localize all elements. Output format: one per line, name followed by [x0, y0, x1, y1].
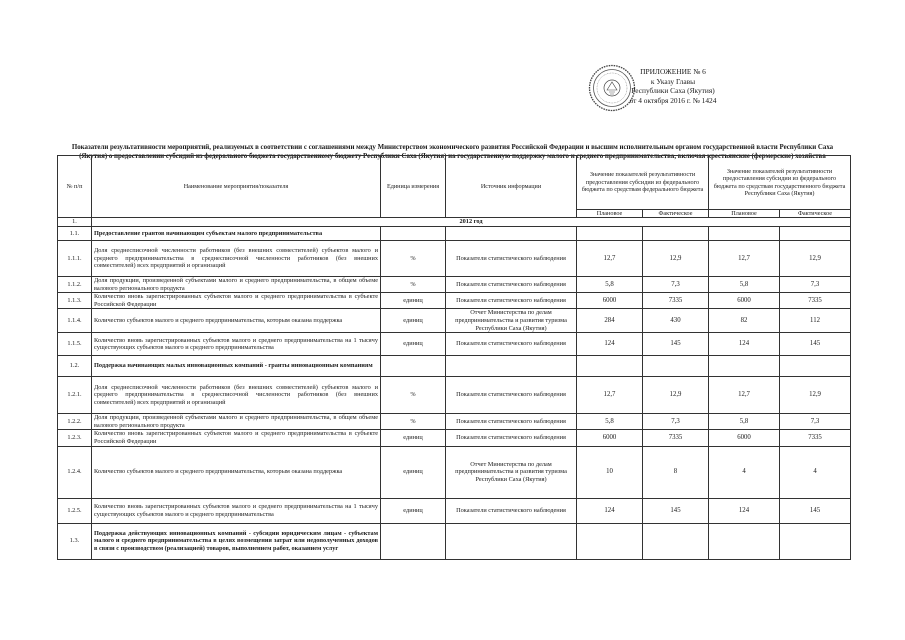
unit-cell: единиц	[381, 333, 446, 356]
value-actual-regional: 12,9	[780, 377, 851, 414]
section-row	[58, 227, 851, 241]
value-planned-federal: 5,8	[577, 277, 643, 293]
table-row	[58, 309, 851, 333]
value-actual-federal: 12,9	[643, 377, 709, 414]
empty-cell	[446, 523, 577, 559]
table-row	[58, 414, 851, 430]
header-federal: Значение показателей результативности предоставления субсидии из федерального бюджета по средствам федерального бюджета	[577, 156, 709, 210]
value-planned-regional: 12,7	[709, 377, 780, 414]
indicator-name: Количество вновь зарегистрированных субъектов малого и среднего предпринимательства на 1 тысячу существующих субъектов малого и среднего предпринимательства	[92, 498, 381, 523]
empty-cell	[780, 523, 851, 559]
value-actual-regional: 7335	[780, 293, 851, 309]
value-actual-regional: 145	[780, 498, 851, 523]
value-actual-federal: 7,3	[643, 277, 709, 293]
empty-cell	[577, 356, 643, 377]
indicator-name: Доля среднесписочной численности работников (без внешних совместителей) субъектов малого и среднего предпринимательства в среднесписочной численности работников (без внешних совместителей) всех предприятий и организаций	[92, 241, 381, 277]
appendix-block	[622, 67, 724, 105]
row-number: 1.1.4.	[58, 309, 92, 333]
table-row	[58, 241, 851, 277]
appendix-line: Республики Саха (Якутия)	[631, 86, 715, 96]
row-number: 1.1.1.	[58, 241, 92, 277]
value-planned-federal: 5,8	[577, 414, 643, 430]
table-row	[58, 333, 851, 356]
table-row	[58, 377, 851, 414]
header-unit: Единица измерения	[381, 156, 446, 218]
value-planned-regional: 124	[709, 333, 780, 356]
value-planned-federal: 12,7	[577, 241, 643, 277]
row-number: 1.2.	[58, 356, 92, 377]
value-actual-regional: 7335	[780, 430, 851, 446]
source-cell: Показатели статистического наблюдения	[446, 277, 577, 293]
indicator-name: Доля продукции, произведенной субъектами малого и среднего предпринимательства, в общем объеме валового регионального продукта	[92, 414, 381, 430]
row-number: 1.2.3.	[58, 430, 92, 446]
unit-cell: единиц	[381, 446, 446, 498]
source-cell: Показатели статистического наблюдения	[446, 241, 577, 277]
value-planned-regional: 12,7	[709, 241, 780, 277]
year-label: 2012 год	[92, 218, 851, 227]
unit-cell: единиц	[381, 430, 446, 446]
row-number: 1.3.	[58, 523, 92, 559]
row-number: 1.2.2.	[58, 414, 92, 430]
year-num: 1.	[58, 218, 92, 227]
indicator-name: Доля среднесписочной численности работников (без внешних совместителей) субъектов малого и среднего предпринимательства в среднесписочной численности работников (без внешних совместителей) всех предприятий и организаций	[92, 377, 381, 414]
table-row	[58, 277, 851, 293]
unit-cell: %	[381, 414, 446, 430]
value-planned-regional: 5,8	[709, 277, 780, 293]
value-planned-regional: 6000	[709, 430, 780, 446]
unit-cell: %	[381, 241, 446, 277]
value-actual-regional: 112	[780, 309, 851, 333]
row-number: 1.2.4.	[58, 446, 92, 498]
empty-cell	[446, 356, 577, 377]
value-planned-regional: 5,8	[709, 414, 780, 430]
indicators-table	[57, 155, 851, 560]
value-actual-regional: 7,3	[780, 414, 851, 430]
document-title: Показатели результативности мероприятий, реализуемых в соответствии с соглашениями между Министерством экономического развития Российской Федерации и высшим исполнительным органом государственной власти Республики Саха (Якутия) о предоставлении субсидий из федерального бюджета государственному бюджету Республики Саха (Якутия) на государственную поддержку малого и среднего предпринимательства, включая крестьянские (фермерские) хозяйства	[71, 144, 834, 160]
empty-cell	[780, 356, 851, 377]
empty-cell	[381, 523, 446, 559]
header-actual: Фактическое	[780, 210, 851, 218]
value-actual-federal: 7,3	[643, 414, 709, 430]
unit-cell: %	[381, 277, 446, 293]
year-row	[58, 218, 851, 227]
value-actual-regional: 145	[780, 333, 851, 356]
empty-cell	[577, 523, 643, 559]
indicator-name: Количество субъектов малого и среднего предпринимательства, которым оказана поддержка	[92, 446, 381, 498]
source-cell: Отчет Министерства по делам предпринимательства и развития туризма Республики Саха (Якутия)	[446, 446, 577, 498]
table-row	[58, 498, 851, 523]
value-actual-federal: 145	[643, 498, 709, 523]
section-title: Поддержка действующих инновационных компаний - субсидии юридическим лицам - субъектам малого и среднего предпринимательства в целях возмещения затрат или недополученных доходов в связи с производством (реализацией) товаров, выполнением работ, оказанием услуг	[92, 523, 381, 559]
unit-cell: единиц	[381, 309, 446, 333]
value-actual-federal: 7335	[643, 430, 709, 446]
source-cell: Показатели статистического наблюдения	[446, 333, 577, 356]
value-actual-federal: 12,9	[643, 241, 709, 277]
value-actual-regional: 7,3	[780, 277, 851, 293]
empty-cell	[381, 356, 446, 377]
unit-cell: %	[381, 377, 446, 414]
section-row	[58, 356, 851, 377]
empty-cell	[446, 227, 577, 241]
value-planned-federal: 124	[577, 498, 643, 523]
table-row	[58, 293, 851, 309]
indicator-name: Количество вновь зарегистрированных субъектов малого и среднего предпринимательства в субъекте Российской Федерации	[92, 430, 381, 446]
value-planned-regional: 4	[709, 446, 780, 498]
header-num: № п/п	[58, 156, 92, 218]
value-planned-regional: 6000	[709, 293, 780, 309]
value-planned-regional: 124	[709, 498, 780, 523]
indicator-name: Количество субъектов малого и среднего предпринимательства, которым оказана поддержка	[92, 309, 381, 333]
value-actual-regional: 4	[780, 446, 851, 498]
value-planned-federal: 10	[577, 446, 643, 498]
empty-cell	[709, 356, 780, 377]
row-number: 1.1.2.	[58, 277, 92, 293]
appendix-line: от 4 октября 2016 г. № 1424	[629, 95, 717, 105]
indicator-name: Количество вновь зарегистрированных субъектов малого и среднего предпринимательства в субъекте Российской Федерации	[92, 293, 381, 309]
appendix-line: к Указу Главы	[650, 76, 696, 86]
header-regional: Значение показателей результативности предоставления субсидии из федерального бюджета по средствам государственного бюджета Республики Саха (Якутия)	[709, 156, 851, 210]
header-actual: Фактическое	[643, 210, 709, 218]
value-planned-federal: 124	[577, 333, 643, 356]
unit-cell: единиц	[381, 498, 446, 523]
source-cell: Показатели статистического наблюдения	[446, 430, 577, 446]
source-cell: Показатели статистического наблюдения	[446, 498, 577, 523]
row-number: 1.1.5.	[58, 333, 92, 356]
empty-cell	[381, 227, 446, 241]
row-number: 1.1.	[58, 227, 92, 241]
header-planned: Плановое	[709, 210, 780, 218]
value-planned-federal: 284	[577, 309, 643, 333]
source-cell: Отчет Министерства по делам предпринимательства и развития туризма Республики Саха (Якутия)	[446, 309, 577, 333]
value-actual-federal: 8	[643, 446, 709, 498]
row-number: 1.1.3.	[58, 293, 92, 309]
value-planned-federal: 6000	[577, 293, 643, 309]
source-cell: Показатели статистического наблюдения	[446, 293, 577, 309]
header-name: Наименование мероприятия/показателя	[92, 156, 381, 218]
value-actual-federal: 7335	[643, 293, 709, 309]
empty-cell	[709, 523, 780, 559]
indicator-name: Количество вновь зарегистрированных субъектов малого и среднего предпринимательства на 1 тысячу существующих субъектов малого и среднего предпринимательства	[92, 333, 381, 356]
unit-cell: единиц	[381, 293, 446, 309]
table-row	[58, 430, 851, 446]
header-planned: Плановое	[577, 210, 643, 218]
appendix-line: ПРИЛОЖЕНИЕ № 6	[640, 67, 706, 76]
empty-cell	[780, 227, 851, 241]
empty-cell	[643, 356, 709, 377]
section-title: Поддержка начинающих малых инновационных компаний - гранты инновационным компаниям	[92, 356, 381, 377]
header-source: Источник информации	[446, 156, 577, 218]
row-number: 1.2.5.	[58, 498, 92, 523]
empty-cell	[709, 227, 780, 241]
value-planned-regional: 82	[709, 309, 780, 333]
empty-cell	[643, 227, 709, 241]
section-title: Предоставление грантов начинающим субъектам малого предпринимательства	[92, 227, 381, 241]
indicator-name: Доля продукции, произведенной субъектами малого и среднего предпринимательства, в общем объеме валового регионального продукта	[92, 277, 381, 293]
value-planned-federal: 6000	[577, 430, 643, 446]
value-planned-federal: 12,7	[577, 377, 643, 414]
value-actual-regional: 12,9	[780, 241, 851, 277]
row-number: 1.2.1.	[58, 377, 92, 414]
empty-cell	[643, 523, 709, 559]
empty-cell	[577, 227, 643, 241]
value-actual-federal: 430	[643, 309, 709, 333]
table-row	[58, 446, 851, 498]
value-actual-federal: 145	[643, 333, 709, 356]
section-row	[58, 523, 851, 559]
source-cell: Показатели статистического наблюдения	[446, 377, 577, 414]
source-cell: Показатели статистического наблюдения	[446, 414, 577, 430]
